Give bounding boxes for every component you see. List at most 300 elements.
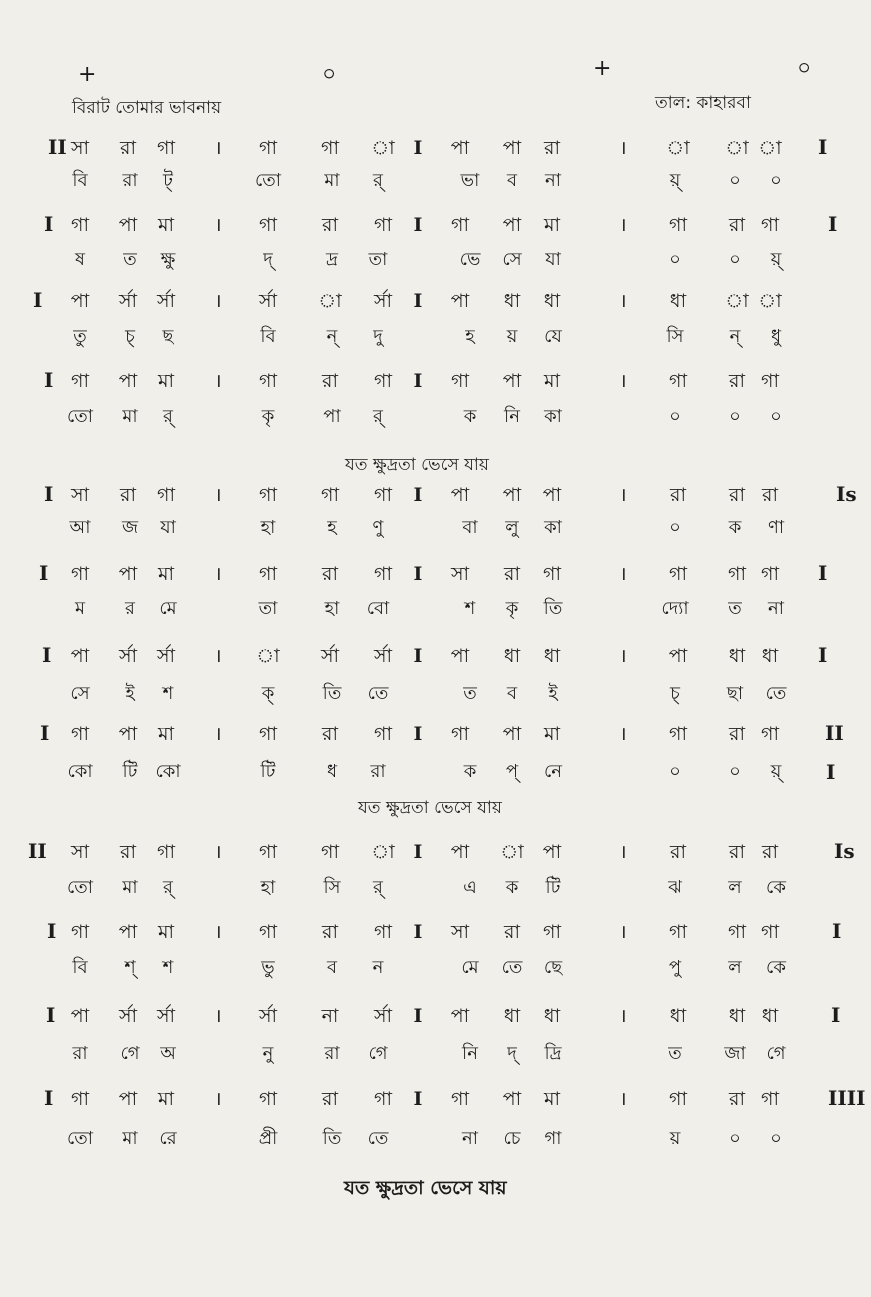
lyric-syllable: গে [120, 1043, 140, 1064]
lyric-syllable: শ্ [124, 957, 136, 978]
note: রা [322, 723, 338, 745]
lyric-syllable: ০ [729, 249, 741, 270]
start-barline: I [47, 919, 57, 943]
note: মা [543, 1088, 561, 1110]
lyric-syllable: বি [72, 957, 88, 978]
lyric-syllable: য়্ [669, 170, 681, 191]
barline: I [413, 214, 423, 236]
lyric-syllable: মে [461, 957, 479, 978]
start-barline: I [44, 212, 54, 236]
barline: । [619, 290, 627, 312]
lyric-syllable: রা [370, 761, 386, 782]
lyric-syllable: নে [543, 761, 563, 782]
note: মা [157, 921, 175, 943]
lyric-syllable: ন [372, 957, 384, 978]
barline: । [214, 723, 222, 745]
lyric-syllable: দু [373, 326, 383, 347]
note: র্সা [118, 1005, 138, 1027]
beat-marker-1: + [78, 62, 97, 87]
note: গা [728, 921, 746, 943]
note: ধা [503, 290, 521, 312]
note: র্সা [118, 290, 138, 312]
lyric-syllable: পা [323, 406, 341, 427]
lyric-syllable: চে [503, 1128, 521, 1149]
lyric-syllable: না [462, 1128, 478, 1149]
note: মা [543, 370, 561, 392]
lyric-syllable: সি [666, 326, 684, 347]
note: মা [543, 214, 561, 236]
note: রা [729, 484, 745, 506]
barline: I [413, 370, 423, 392]
note: গা [374, 723, 392, 745]
barline: I [413, 645, 423, 667]
lyric-syllable: তো [66, 1128, 94, 1149]
lyric-syllable: তি [322, 1128, 342, 1149]
note: া [758, 137, 782, 159]
barline: I [413, 484, 423, 506]
barline: । [619, 214, 627, 236]
note: সা [70, 137, 90, 159]
note: পা [70, 645, 90, 667]
note: র্সা [118, 645, 138, 667]
end-barline: Is [834, 839, 855, 863]
lyric-syllable: এ [463, 877, 477, 898]
note: গা [157, 137, 175, 159]
end-barline: IIII [828, 1086, 866, 1110]
note: মা [157, 214, 175, 236]
start-barline: I [39, 561, 49, 585]
note: গা [374, 484, 392, 506]
lyric-syllable: তি [543, 598, 563, 619]
note: রা [762, 484, 778, 506]
end-barline: I [832, 919, 842, 943]
lyric-syllable: তো [66, 406, 94, 427]
lyric-syllable: তে [367, 683, 389, 704]
note: মা [157, 1088, 175, 1110]
barline: । [214, 137, 222, 159]
note: গা [451, 214, 469, 236]
lyric-syllable: ষ [75, 249, 85, 270]
lyric-syllable: চ্ [125, 326, 135, 347]
note: ধা [543, 290, 561, 312]
note: ধা [543, 1005, 561, 1027]
lyric-syllable: সে [70, 683, 90, 704]
note: গা [259, 921, 277, 943]
note: র্সা [156, 645, 176, 667]
lyric-syllable: রা [122, 170, 138, 191]
lyric-syllable: র্ [163, 406, 173, 427]
lyric-syllable: দ্রি [544, 1043, 562, 1064]
lyric-syllable: সে [502, 249, 522, 270]
note: া [758, 290, 782, 312]
note: রা [322, 1088, 338, 1110]
refrain-3: যত ক্ষুদ্রতা ভেসে যায় [344, 1177, 507, 1199]
lyric-syllable: নু [262, 1043, 274, 1064]
lyric-syllable: শ [162, 957, 174, 978]
note: র্সা [373, 1005, 393, 1027]
lyric-syllable: ব [506, 170, 518, 191]
lyric-syllable: হা [260, 877, 276, 898]
start-barline: I [44, 1086, 54, 1110]
note: গা [451, 723, 469, 745]
lyric-syllable: ব [506, 683, 518, 704]
note: সা [70, 484, 90, 506]
barline: I [413, 921, 423, 943]
note: রা [120, 484, 136, 506]
note: গা [728, 563, 746, 585]
note: া [666, 137, 690, 159]
note: গা [761, 1088, 779, 1110]
note: পা [70, 290, 90, 312]
lyric-syllable: ত [463, 683, 477, 704]
note: মা [543, 723, 561, 745]
note: রা [322, 370, 338, 392]
end-barline: I [831, 1003, 841, 1027]
lyric-syllable: ল [728, 877, 742, 898]
barline: । [619, 370, 627, 392]
start-barline: II [48, 135, 67, 159]
lyric-syllable: দ্যো [661, 598, 689, 619]
barline: I [413, 290, 423, 312]
note: গা [374, 370, 392, 392]
note: র্সা [373, 645, 393, 667]
lyric-syllable: হা [260, 517, 276, 538]
barline: । [619, 841, 627, 863]
lyric-syllable: জ [121, 517, 139, 538]
note: পা [450, 290, 470, 312]
lyric-syllable: র্ [373, 877, 383, 898]
lyric-syllable: তো [254, 170, 282, 191]
note: গা [321, 137, 339, 159]
lyric-syllable: রা [72, 1043, 88, 1064]
note: পা [502, 1088, 522, 1110]
end-barline: I [818, 643, 828, 667]
lyric-syllable: শ [162, 683, 174, 704]
barline: I [413, 563, 423, 585]
note: সা [70, 841, 90, 863]
note: র্সা [373, 290, 393, 312]
note: সা [450, 921, 470, 943]
lyric-syllable: মা [324, 170, 340, 191]
note: গা [71, 214, 89, 236]
note: রা [504, 921, 520, 943]
note: ধা [728, 645, 746, 667]
note: ধা [503, 645, 521, 667]
lyric-syllable: তু [73, 326, 87, 347]
lyric-syllable: না [545, 170, 561, 191]
end-barline: I [818, 561, 828, 585]
barline: I [413, 1005, 423, 1027]
barline: । [214, 645, 222, 667]
barline: । [619, 1088, 627, 1110]
lyric-syllable: মা [122, 1128, 138, 1149]
barline: । [619, 645, 627, 667]
note: রা [729, 1088, 745, 1110]
note: রা [322, 214, 338, 236]
lyric-syllable: তা [258, 598, 278, 619]
lyric-syllable: রা [324, 1043, 340, 1064]
lyric-syllable: ০ [669, 761, 681, 782]
note: গা [374, 1088, 392, 1110]
lyric-syllable: ছে [543, 957, 563, 978]
lyric-syllable: কৃ [261, 406, 275, 427]
note: গা [71, 723, 89, 745]
lyric-syllable: বি [260, 326, 276, 347]
lyric-syllable: তো [66, 877, 94, 898]
barline: । [214, 841, 222, 863]
note: রা [729, 370, 745, 392]
lyric-syllable: তা [368, 249, 388, 270]
lyric-syllable: মা [122, 406, 138, 427]
lyric-syllable: নি [462, 1043, 478, 1064]
lyric-syllable: ০ [770, 170, 782, 191]
lyric-syllable: ই [548, 683, 558, 704]
note: পা [118, 921, 138, 943]
lyric-syllable: হা [324, 598, 340, 619]
lyric-syllable: যা [160, 517, 176, 538]
note: পা [118, 563, 138, 585]
lyric-syllable: য়্ [770, 249, 782, 270]
note: গা [157, 484, 175, 506]
note: মা [157, 563, 175, 585]
start-barline: I [46, 1003, 56, 1027]
note: রা [322, 563, 338, 585]
lyric-syllable: ০ [770, 406, 782, 427]
barline: I [413, 137, 423, 159]
note: া [318, 290, 342, 312]
beat-marker-4: ০ [797, 56, 812, 81]
note: ধা [761, 645, 779, 667]
note: র্সা [320, 645, 340, 667]
note: না [321, 1005, 339, 1027]
lyric-syllable: ধু [770, 326, 782, 347]
lyric-syllable: ধ [326, 761, 338, 782]
lyric-syllable: কো [155, 761, 181, 782]
barline: । [619, 563, 627, 585]
note: র্সা [258, 290, 278, 312]
note: ধা [728, 1005, 746, 1027]
note: গা [259, 137, 277, 159]
lyric-syllable: দ্ [507, 1043, 517, 1064]
note: া [256, 645, 280, 667]
note: রা [544, 137, 560, 159]
lyric-syllable: ত [123, 249, 137, 270]
lyric-syllable: টি [545, 877, 561, 898]
barline: । [214, 214, 222, 236]
lyric-syllable: যা [545, 249, 561, 270]
note: া [725, 137, 749, 159]
lyric-syllable: ম [75, 598, 85, 619]
start-barline: I [44, 368, 54, 392]
note: গা [543, 921, 561, 943]
note: র্সা [258, 1005, 278, 1027]
note: রা [729, 214, 745, 236]
lyric-syllable: গে [368, 1043, 388, 1064]
start-barline: I [42, 643, 52, 667]
lyric-syllable: ন্ [326, 326, 338, 347]
note: গা [157, 841, 175, 863]
note: রা [120, 137, 136, 159]
lyric-syllable: চ্ [670, 683, 680, 704]
barline: I [413, 841, 423, 863]
lyric-syllable: ভা [460, 170, 480, 191]
note: গা [71, 370, 89, 392]
note: পা [450, 645, 470, 667]
note: া [725, 290, 749, 312]
lyric-syllable: ই [125, 683, 135, 704]
lyric-syllable: হ [465, 326, 475, 347]
note: র্সা [156, 290, 176, 312]
note: গা [259, 1088, 277, 1110]
note: গা [761, 214, 779, 236]
lyric-syllable: ল [728, 957, 742, 978]
end-barline: I [826, 760, 836, 784]
lyric-syllable: আ [69, 517, 91, 538]
lyric-syllable: সি [323, 877, 341, 898]
lyric-syllable: কৃ [505, 598, 519, 619]
lyric-syllable: প্ [505, 761, 519, 782]
lyric-syllable: টি [260, 761, 276, 782]
refrain-1: যত ক্ষুদ্রতা ভেসে যায় [345, 455, 489, 475]
note: গা [669, 723, 687, 745]
barline: । [214, 563, 222, 585]
lyric-syllable: রে [159, 1128, 177, 1149]
note: পা [118, 723, 138, 745]
lyric-syllable: মা [122, 877, 138, 898]
note: গা [451, 1088, 469, 1110]
lyric-syllable: ক্ষু [160, 249, 176, 270]
lyric-syllable: জা [724, 1043, 746, 1064]
note: ধা [543, 645, 561, 667]
lyric-syllable: ০ [770, 1128, 782, 1149]
beat-marker-2: ০ [322, 62, 337, 87]
barline: I [413, 723, 423, 745]
lyric-syllable: ০ [669, 249, 681, 270]
lyric-syllable: কে [766, 957, 786, 978]
barline: । [214, 484, 222, 506]
end-barline: I [818, 135, 828, 159]
lyric-syllable: ০ [729, 170, 741, 191]
note: গা [259, 723, 277, 745]
lyric-syllable: ত [728, 598, 742, 619]
start-barline: I [33, 288, 43, 312]
note: পা [542, 484, 562, 506]
note: গা [374, 563, 392, 585]
barline: । [619, 137, 627, 159]
note: গা [761, 723, 779, 745]
lyric-syllable: মে [159, 598, 177, 619]
note: গা [259, 563, 277, 585]
lyric-syllable: তে [367, 1128, 389, 1149]
note: া [371, 841, 395, 863]
note: পা [668, 645, 688, 667]
note: পা [118, 1088, 138, 1110]
lyric-syllable: ছ [162, 326, 174, 347]
note: গা [71, 921, 89, 943]
lyric-syllable: কে [766, 877, 786, 898]
lyric-syllable: বি [72, 170, 88, 191]
note: ধা [669, 290, 687, 312]
lyric-syllable: হ [327, 517, 337, 538]
note: গা [761, 370, 779, 392]
song-title: বিরাট তোমার ভাবনায় [72, 98, 222, 118]
note: রা [762, 841, 778, 863]
lyric-syllable: টি [122, 761, 138, 782]
lyric-syllable: ০ [729, 1128, 741, 1149]
lyric-syllable: তে [501, 957, 523, 978]
lyric-syllable: নি [504, 406, 520, 427]
note: গা [669, 370, 687, 392]
note: গা [259, 370, 277, 392]
note: গা [71, 1088, 89, 1110]
note: রা [504, 563, 520, 585]
lyric-syllable: ক [728, 517, 742, 538]
note: ধা [761, 1005, 779, 1027]
lyric-syllable: ব [326, 957, 338, 978]
note: পা [450, 1005, 470, 1027]
note: গা [374, 214, 392, 236]
lyric-syllable: র্ [373, 170, 383, 191]
lyric-syllable: ভে [459, 249, 481, 270]
note: গা [669, 921, 687, 943]
note: গা [259, 214, 277, 236]
tala-label: তাল: কাহারবা [655, 93, 751, 113]
lyric-syllable: বো [366, 598, 390, 619]
note: রা [120, 841, 136, 863]
barline: । [214, 290, 222, 312]
note: গা [761, 921, 779, 943]
lyric-syllable: কা [544, 517, 562, 538]
note: পা [502, 137, 522, 159]
start-barline: II [28, 839, 47, 863]
note: রা [729, 723, 745, 745]
note: া [371, 137, 395, 159]
barline: । [214, 1005, 222, 1027]
lyric-syllable: ণু [372, 517, 384, 538]
lyric-syllable: ন্ [729, 326, 741, 347]
note: ধা [503, 1005, 521, 1027]
note: রা [729, 841, 745, 863]
lyric-syllable: ক [463, 761, 477, 782]
lyric-syllable: ঝ [668, 877, 682, 898]
lyric-syllable: বা [462, 517, 478, 538]
note: রা [322, 921, 338, 943]
lyric-syllable: য়্ [770, 761, 782, 782]
note: সা [450, 563, 470, 585]
lyric-syllable: গা [544, 1128, 562, 1149]
lyric-syllable: শ [464, 598, 476, 619]
note: গা [669, 563, 687, 585]
end-barline: Is [836, 482, 857, 506]
lyric-syllable: ভু [261, 957, 275, 978]
note: মা [157, 370, 175, 392]
note: গা [543, 563, 561, 585]
lyric-syllable: ক [505, 877, 519, 898]
note: গা [374, 921, 392, 943]
note: পা [450, 841, 470, 863]
note: পা [542, 841, 562, 863]
barline: । [214, 921, 222, 943]
note: পা [118, 370, 138, 392]
lyric-syllable: না [768, 598, 784, 619]
note: গা [259, 841, 277, 863]
lyric-syllable: কো [67, 761, 93, 782]
lyric-syllable: তে [765, 683, 787, 704]
lyric-syllable: তি [322, 683, 342, 704]
lyric-syllable: য় [669, 1128, 681, 1149]
lyric-syllable: র্ [373, 406, 383, 427]
lyric-syllable: ত [668, 1043, 682, 1064]
